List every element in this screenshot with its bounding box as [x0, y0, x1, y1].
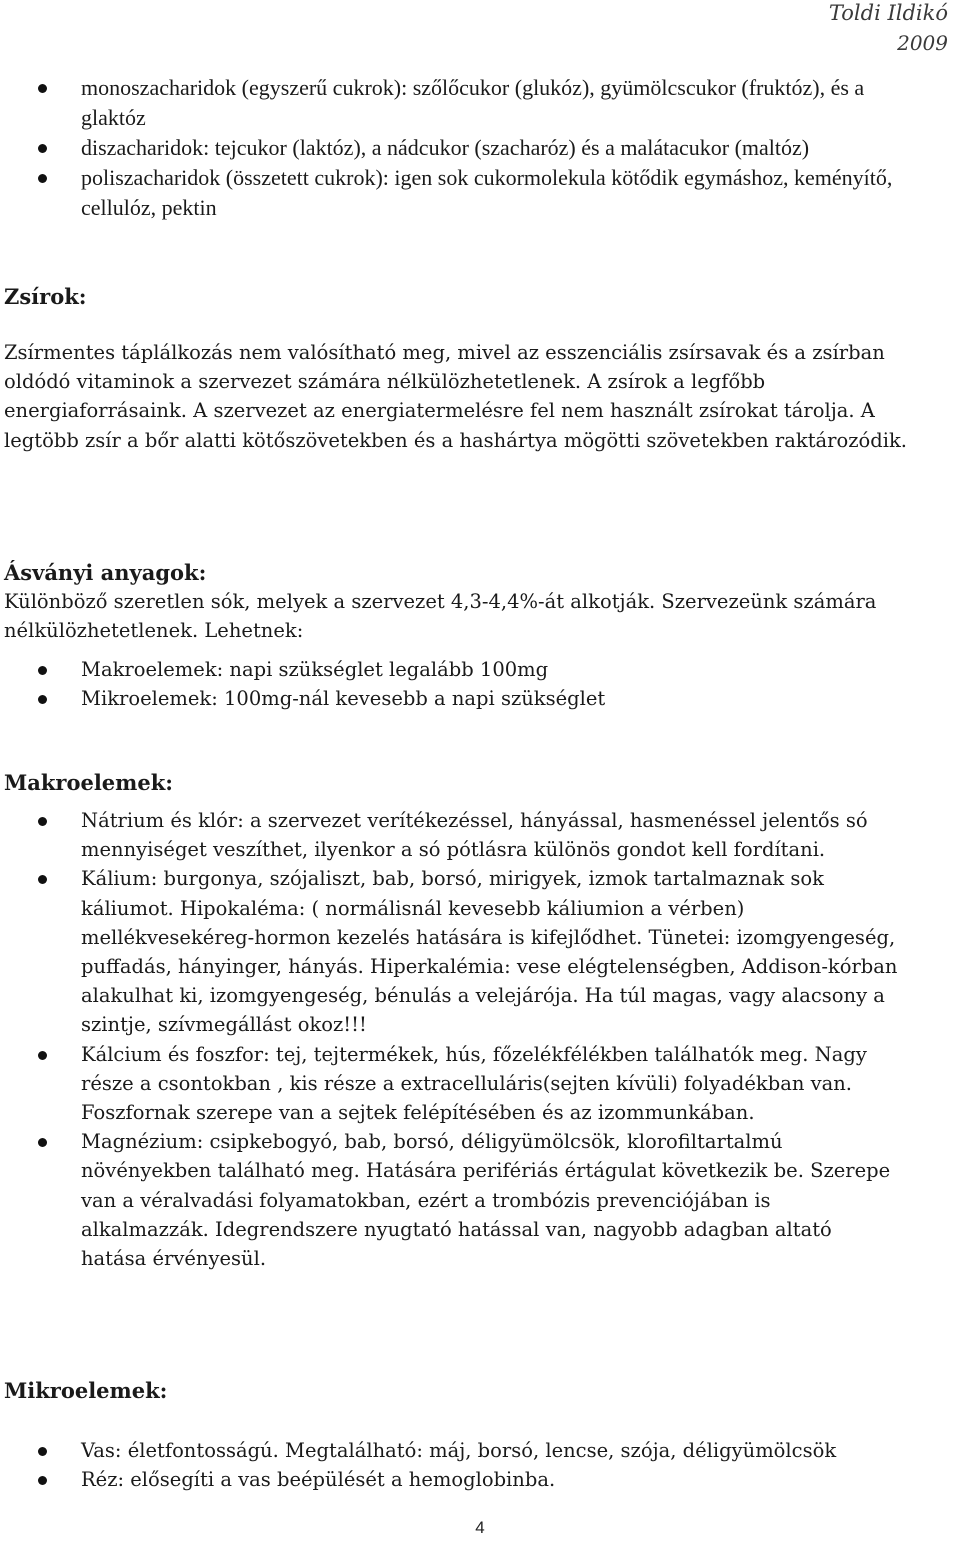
- list-item: [0, 163, 930, 223]
- list-item-text: Nátrium és klór: a szervezet verítékezéssel, hányással, hasmenéssel jelentős só mennyiséget veszíthet, ilyenkor a só pótlásra különös gondot kell fordítani.: [81, 809, 868, 862]
- bullet-icon: [38, 875, 47, 884]
- bullet-icon: [38, 1476, 47, 1485]
- section-title-zsirok: Zsírok:: [4, 284, 87, 309]
- list-item: [0, 73, 930, 133]
- list-item: [0, 684, 900, 713]
- section-title-makro: Makroelemek:: [4, 770, 174, 795]
- list-item: [0, 655, 900, 684]
- page-number: 4: [475, 1518, 485, 1537]
- list-item-text: Kálcium és foszfor: tej, tejtermékek, hús, főzelékfélékben találhatók meg. Nagy része a csontokban , kis része a extracelluláris(sejten kívüli) folyadékban van. Foszfornak szerepe van a sejtek felépítésében és az izommunkában.: [81, 1042, 867, 1125]
- bullet-icon: [38, 1138, 47, 1147]
- list-item-text: Makroelemek: napi szükséglet legalább 100mg: [81, 658, 549, 681]
- paragraph-asvanyi: Különböző szeretlen sók, melyek a szervezet 4,3-4,4%-át alkotják. Szervezeünk számára nélkülözhetetlenek. Lehetnek:: [4, 590, 877, 643]
- bullet-icon: [38, 1051, 47, 1060]
- mineral-list: [0, 655, 900, 713]
- macroelement-list: [0, 806, 900, 1273]
- bullet-icon: [38, 84, 47, 93]
- list-item: [0, 1465, 900, 1494]
- list-item-text: poliszacharidok (összetett cukrok): igen sok cukormolekula kötődik egymáshoz, keményítő, cellulóz, pektin: [81, 165, 893, 220]
- list-item-text: Mikroelemek: 100mg-nál kevesebb a napi szükséglet: [81, 687, 606, 711]
- bullet-icon: [38, 174, 47, 183]
- list-item: [0, 1127, 900, 1273]
- section-title-asvanyi: Ásványi anyagok:: [4, 560, 207, 585]
- list-item: [0, 133, 930, 163]
- list-item: [0, 1040, 900, 1128]
- paragraph-zsirok: Zsírmentes táplálkozás nem valósítható meg, mivel az esszenciális zsírsavak és a zsírban oldódó vitaminok a szervezet számára nélkülözhetetlenek. A zsírok a legfőbb energiaforrásaink. A szervezet az energiatermelésre fel nem használt zsírokat tárolja. A legtöbb zsír a bőr alatti kötőszövetekben és a hashártya mögötti szövetekben raktározódik.: [4, 341, 907, 452]
- list-item: [0, 806, 900, 864]
- microelement-list: [0, 1436, 900, 1494]
- bullet-icon: [38, 817, 47, 826]
- header-author: Toldi Ildikó: [828, 1, 948, 25]
- list-item: [0, 864, 900, 1039]
- section-title-mikro: Mikroelemek:: [4, 1378, 168, 1403]
- list-item-text: Vas: életfontosságú. Megtalálható: máj, borsó, lencse, szója, déligyümölcsök: [81, 1439, 837, 1462]
- list-item-text: diszacharidok: tejcukor (laktóz), a nádcukor (szacharóz) és a malátacukor (maltóz): [81, 135, 810, 160]
- bullet-icon: [38, 1447, 47, 1456]
- bullet-icon: [38, 144, 47, 153]
- list-item-text: monoszacharidok (egyszerű cukrok): szőlőcukor (glukóz), gyümölcscukor (fruktóz), és a glaktóz: [81, 75, 865, 130]
- list-item-text: Magnézium: csipkebogyó, bab, borsó, déligyümölcsök, klorofiltartalmú növényekben található meg. Hatására perifériás értágulat következik be. Szerepe van a véralvadási folyamatokban, ezért a trombózis prevenciójában is alkalmazzák. Idegrendszere nyugtató hatással van, nagyobb adagban altató hatása érvényesül.: [81, 1130, 891, 1271]
- bullet-icon: [38, 695, 47, 704]
- page-header: [829, 0, 948, 58]
- list-item-text: Kálium: burgonya, szójaliszt, bab, borsó, mirigyek, izmok tartalmaznak sok káliumot. Hipokaléma: ( normálisnál kevesebb káliumion a vérben) mellékvesekéreg-hormon kezelés hatására is kifejlődhet. Tünetei: izomgyengeség, puffadás, hányinger, hányás. Hiperkalémia: vese elégtelenségben, Addison-kórban alakulhat ki, izomgyengeség, bénulás a velejárója. Ha túl magas, vagy alacsony a szintje, szívmegállást okoz!!!: [81, 867, 898, 1037]
- list-item: [0, 1436, 900, 1465]
- header-year: 2009: [897, 31, 948, 55]
- carbohydrate-list: [0, 73, 930, 223]
- list-item-text: Réz: elősegíti a vas beépülését a hemoglobinba.: [81, 1468, 556, 1492]
- bullet-icon: [38, 666, 47, 675]
